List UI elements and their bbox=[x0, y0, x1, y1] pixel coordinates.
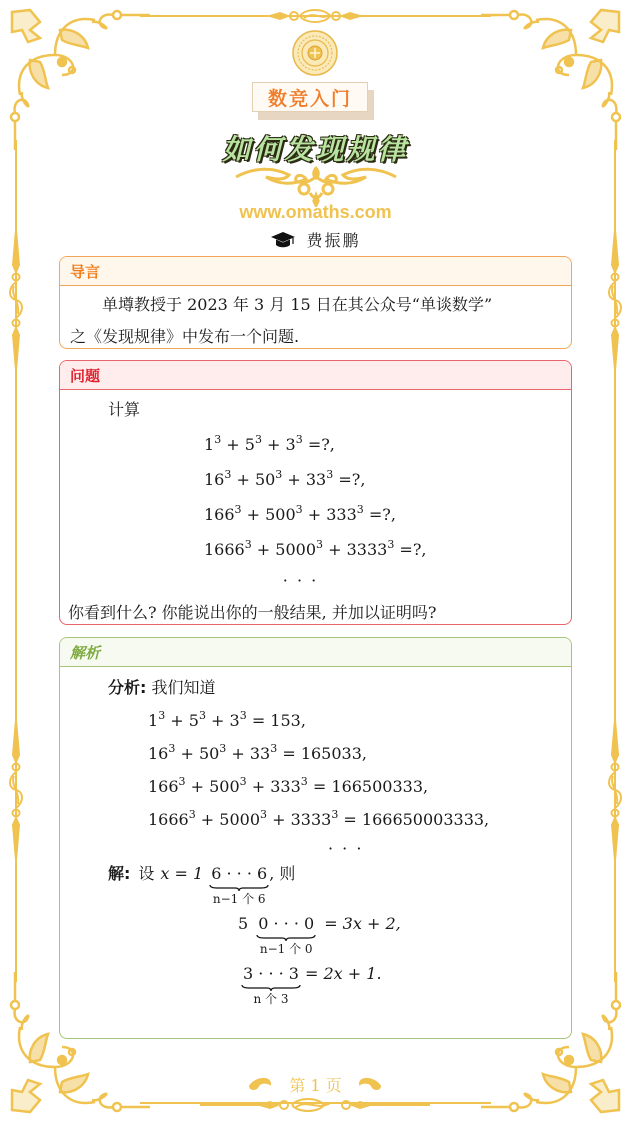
underbrace-3s: 3 · · · 3 n 个 3 bbox=[243, 964, 299, 1006]
website-url[interactable]: www.omaths.com bbox=[239, 202, 392, 222]
title-flourish-ornament-icon bbox=[234, 163, 398, 207]
analysis-equation-3: $166^3 + 500^3 + 333^3 = 166500333$, bbox=[148, 775, 429, 796]
intro-box bbox=[59, 256, 572, 349]
analysis-heading: 解析 bbox=[60, 638, 571, 667]
side-ornament-icon bbox=[605, 720, 625, 860]
intro-heading: 导言 bbox=[60, 257, 571, 286]
problem-equation-4: $1666^3 + 5000^3 + 3333^3$ =?, bbox=[204, 538, 427, 559]
solution-line-b: 3 · · · 3 n 个 3 = 2x + 1. bbox=[70, 964, 561, 1006]
problem-equation-3: $166^3 + 500^3 + 333^3$ =?, bbox=[204, 503, 396, 524]
side-ornament-icon bbox=[6, 720, 26, 860]
solution-line-a: 5 0 · · · 0 n−1 个 0 = 3x + 2, bbox=[238, 914, 401, 956]
author-name: 费振鹏 bbox=[306, 231, 361, 250]
analysis-ellipsis: · · · bbox=[328, 839, 364, 858]
problem-equation-1: $1^3 + 5^3 + 3^3$ =?, bbox=[204, 433, 335, 454]
side-ornament-icon bbox=[6, 230, 26, 370]
intro-text-line-2: 之《发现规律》中发布一个问题. bbox=[70, 327, 300, 346]
underbrace-6s: 6 · · · 6 n−1 个 6 bbox=[211, 864, 268, 906]
analysis-equation-4: $1666^3 + 5000^3 + 3333^3 = 166650003333$, bbox=[148, 808, 490, 829]
series-label: 数竞入门 bbox=[267, 87, 352, 110]
problem-lead: 计算 bbox=[108, 400, 141, 419]
problem-equation-2: $16^3 + 50^3 + 33^3$ =?, bbox=[204, 468, 366, 489]
analysis-equation-2: $16^3 + 50^3 + 33^3 = 165033$, bbox=[148, 742, 367, 763]
problem-box bbox=[59, 360, 572, 625]
analysis-equation-1: $1^3 + 5^3 + 3^3 = 153$, bbox=[148, 709, 306, 730]
intro-text-line-1: 单墫教授于 2023 年 3 月 15 日在其公众号“单谈数学” bbox=[102, 295, 493, 314]
author-line bbox=[0, 228, 631, 251]
series-badge bbox=[252, 82, 368, 114]
solution-label: 解: bbox=[108, 864, 131, 883]
analysis-lead: 我们知道 bbox=[151, 678, 216, 697]
side-ornament-icon bbox=[605, 230, 625, 370]
page-title: 如何发现规律 bbox=[222, 133, 409, 166]
problem-question: 你看到什么? 你能说出你的一般结果, 并加以证明吗? bbox=[68, 603, 437, 622]
problem-ellipsis: · · · bbox=[282, 571, 319, 590]
top-divider-ornament-icon bbox=[230, 4, 400, 28]
underbrace-0s: 0 · · · 0 n−1 个 0 bbox=[258, 914, 315, 956]
analysis-box bbox=[59, 637, 572, 1039]
solution-definition: 解: 设 x = 1 6 · · · 6 n−1 个 6 , 则 bbox=[108, 864, 296, 906]
graduation-cap-icon bbox=[270, 231, 296, 249]
page-number: 第 1 页 bbox=[289, 1076, 342, 1095]
analysis-intro bbox=[70, 671, 561, 704]
problem-heading: 问题 bbox=[60, 361, 571, 390]
seal-emblem-icon bbox=[292, 30, 338, 76]
analysis-label: 分析: bbox=[108, 678, 147, 697]
